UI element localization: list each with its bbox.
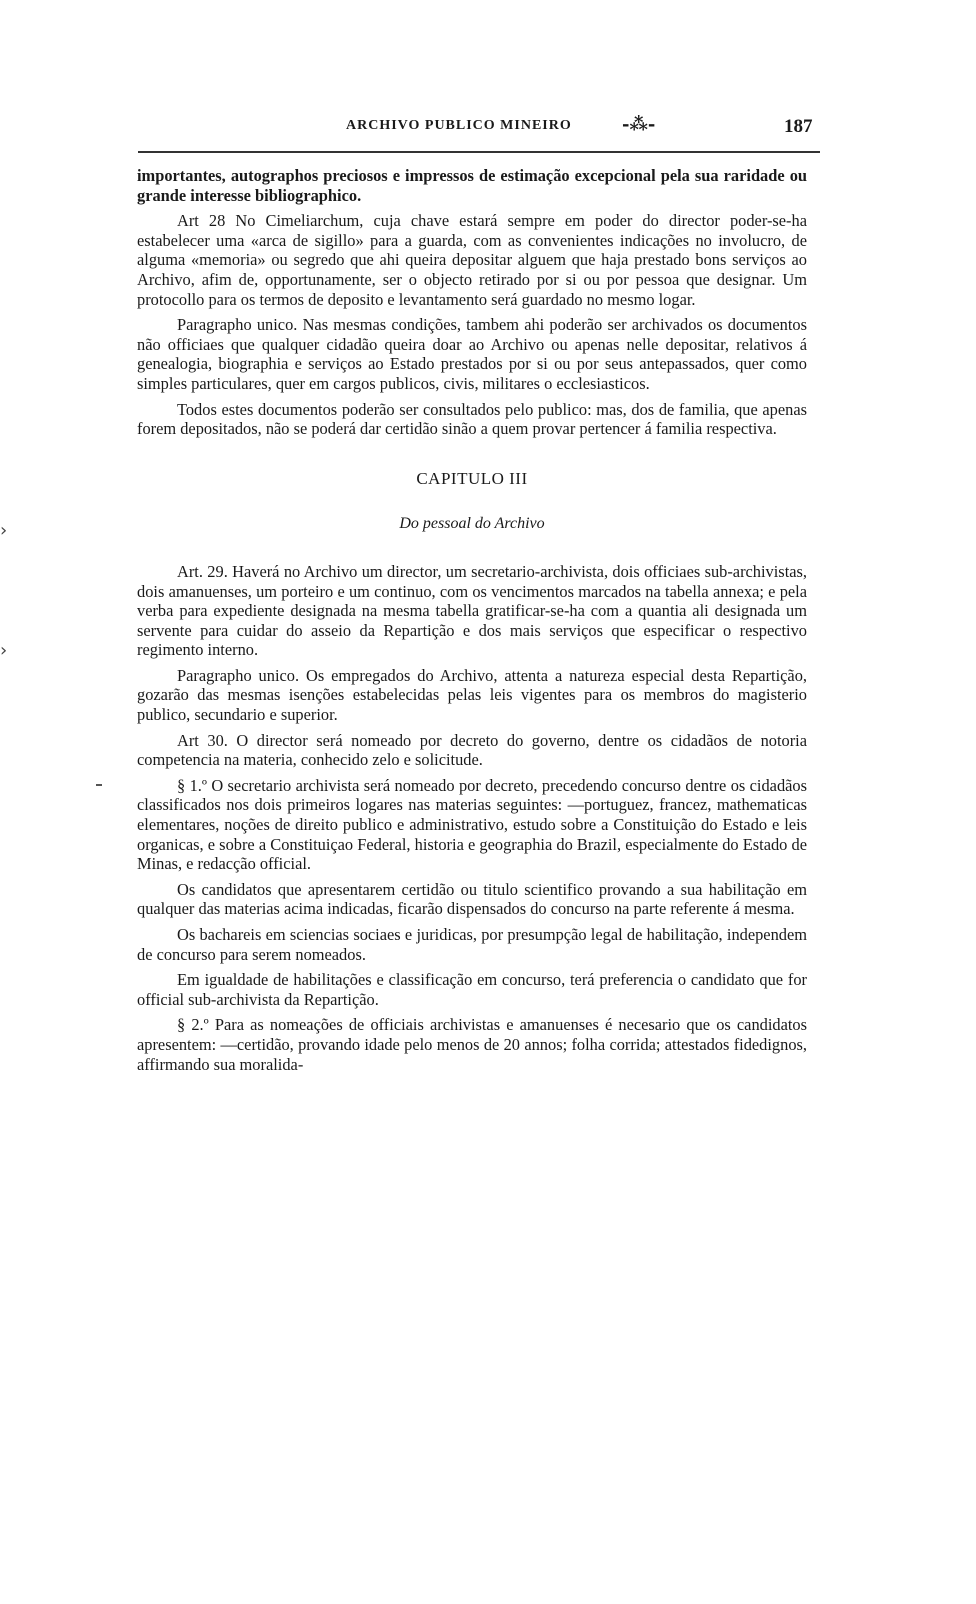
margin-dash <box>96 784 102 786</box>
margin-chevron-icon: › <box>0 520 8 541</box>
paragraph: Art 30. O director será nomeado por decreto do governo, dentre os cidadãos de notoria competencia na materia, conhecido zelo e solicitude. <box>137 730 807 770</box>
running-header <box>150 114 818 140</box>
paragraph: Paragrapho unico. Nas mesmas condições, tambem ahi poderão ser archivados os documentos não officiaes que qualquer cidadão queira doar ao Archivo ou apenas nelle depositar, relativos á genealogia, biographia e serviços ao Estado prestados por si ou por seus antepassados, quer como simples particulares, quer em cargos publicos, civis, militares o ecclesiasticos. <box>137 315 807 393</box>
paragraph: Todos estes documentos poderão ser consultados pelo publico: mas, dos de familia, que apenas forem depositados, não se poderá dar certidão sinão a quem provar pertencer á familia respectiva. <box>137 399 807 439</box>
paragraph: Os bachareis em sciencias sociaes e juridicas, por presumpção legal de habilitação, independem de concurso para serem nomeados. <box>137 925 807 964</box>
running-head-title: ARCHIVO PUBLICO MINEIRO <box>346 118 572 133</box>
paragraph: § 1.º O secretario archivista será nomeado por decreto, precedendo concurso dentre os cidadãos classificados nos dois primeiros logares nas materias seguintes: —portuguez, francez, mathematicas elementares, noções de direito publico e administrativo, estudo sobre a Constituição do Estado e leis organicas, e sobre a Constituiçao Federal, historia e geographia do Brazil, especialmente do Estado de Minas, e redacção official. <box>137 775 807 874</box>
paragraph: Em igualdade de habilitações e classificação em concurso, terá preferencia o candidato que for official sub-archivista da Repartição. <box>137 970 807 1009</box>
chapter-heading: CAPITULO III <box>416 468 528 488</box>
paragraph: Os candidatos que apresentarem certidão ou titulo scientifico provando a sua habilitação em qualquer das materias acima indicadas, ficarão dispensados do concurso na parte referente á mesma. <box>137 879 807 919</box>
section-title: Do pessoal do Archivo <box>399 515 545 533</box>
page-number: 187 <box>784 116 813 137</box>
page-body <box>137 166 807 1080</box>
paragraph: Art 28 No Cimeliarchum, cuja chave estará sempre em poder do director poder-se-ha estabelecer uma «arca de sigillo» para a guarda, com as convenientes indicações no involucro, de alguma «memoria» ou segredo que ahi queira depositar alguem que haja prestado bons serviços ao Archivo, afim de, opportunamente, ser o objecto retirado por si ou por pessoa que designar. Um protocollo para os termos de deposito e levantamento será guardado no mesmo logar. <box>137 211 807 309</box>
header-rule <box>138 151 820 153</box>
paragraph: § 2.º Para as nomeações de officiais archivistas e amanuenses é necesario que os candidatos apresentem: —certidão, provando idade pelo menos de 20 annos; folha corrida; attestados fidedignos, affirmando sua moralida- <box>137 1015 807 1074</box>
ornament-icon: -⁂- <box>622 114 656 135</box>
paragraph: Paragrapho unico. Os empregados do Archivo, attenta a natureza especial desta Repartição, gozarão das mesmas isenções estabelecidas pelas leis vigentes para os membros do magisterio publico, secundario e superior. <box>137 665 807 725</box>
margin-chevron-icon: › <box>0 640 8 661</box>
paragraph: Art. 29. Haverá no Archivo um director, um secretario-archivista, dois officiaes sub-archivistas, dois amanuenses, um porteiro e um continuo, com os vencimentos marcados na tabella annexa; e pela verba para expediente designada na mesma tabella gratificar-se-ha com a quantia ali designada um servente para cuidar do asseio da Repartição e dos mais serviços que especificar o respectivo regimento interno. <box>137 561 807 660</box>
paragraph: importantes, autographos preciosos e impressos de estimação excepcional pela sua raridade ou grande interesse bibliographico. <box>137 166 807 205</box>
